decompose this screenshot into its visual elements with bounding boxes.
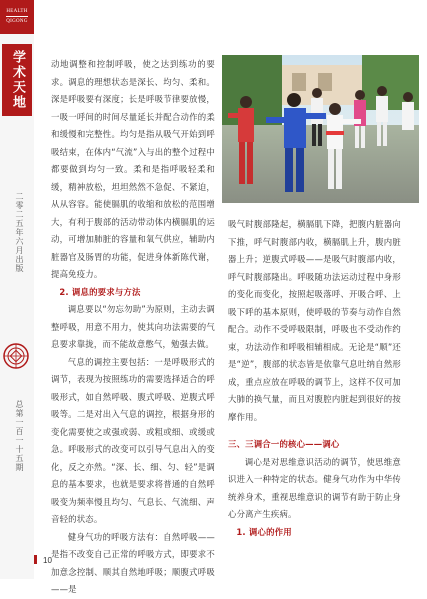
column-title: 学术天地 xyxy=(2,44,32,116)
issue-number: 总第一百一十五期 xyxy=(15,400,24,472)
footer-accent-bar xyxy=(34,555,37,564)
paragraph: 吸气时腹部隆起，横膈肌下降，把腹内脏器向下推，呼气时腹部内收，横膈肌上升，腹内脏器上升；逆腹式呼吸——是吸气时腹部内收，呼气时腹部隆出。呼吸随功法运动过程中身形的变化而变化，按照起吸落呼、开吸合呼、上吸下呼的基本原则，使呼吸的节奏与动作自然配合。动作不受呼吸限制，呼吸也不受动作约束，功法动作和呼吸相辅相成。无论是“顺”还是“逆”，腹部的状态皆是依靠气息吐纳自然形成，重点应放在呼吸的调节上，这样不仅可加大肺的换气量，而且对腹腔内脏起到很好的按摩作用。 xyxy=(228,219,401,422)
magazine-logo xyxy=(0,0,34,34)
brand-en-line2: QIGONG xyxy=(6,19,28,24)
knot-emblem-icon xyxy=(3,343,29,369)
paragraph: 调息要以“勿忘勿助”为原则，主动去调整呼吸，用意不用力，使其向功法需要的气息要求靠拢，而不能故意憋气，勉强去做。 xyxy=(51,304,215,349)
issue-date: 二零二五年六月出版 xyxy=(15,192,24,273)
paragraph: 调心是对思维意识活动的调节，使思维意识进入一种特定的状态。健身气功作为中华传统养身术，重视思维意识的调节有助于防止身心分离产生疾病。 xyxy=(228,456,401,519)
section-subheading: 1. 调心的作用 xyxy=(236,526,292,537)
brand-en-line1: HEALTH xyxy=(6,9,28,14)
sidebar xyxy=(0,0,34,579)
paragraph: 气息的调控主要包括：一是呼吸形式的调节，表现为按照练功的需要选择适合的呼吸形式，如自然呼吸、腹式呼吸、逆腹式呼吸等。二是对出入气息的调控，根据身形的变化需要使之或强或弱、或粗或细、或缓或急。呼吸形式的改变可以引导气息出入的变化，反之亦然。“深、长、细、匀、轻”是调息的基本要求，也就是要求将普通的自然呼吸变为频率慢且均匀、气息长、气流细、声音轻的状态。 xyxy=(51,356,215,524)
page-number: 10 xyxy=(43,556,52,565)
text-column-right xyxy=(228,216,401,541)
paragraph: 健身气功的呼吸方法有：自然呼吸——是指不改变自己正常的呼吸方式，即要求不加意念控制、顺其自然地呼吸；顺腹式呼吸——是 xyxy=(51,531,215,594)
photo-icon xyxy=(222,55,419,203)
section-heading: 三、三调合一的核心——调心 xyxy=(228,439,340,449)
text-column-left xyxy=(51,56,215,599)
logo-divider xyxy=(6,16,28,17)
page-footer xyxy=(34,555,52,565)
article-photo xyxy=(222,55,419,203)
paragraph: 动地调整和控制呼吸，使之达到练功的要求。调息的理想状态是深长、均匀、柔和。深是呼吸要有深度；长是呼吸节律要放慢，一吸一呼间的时间尽量延长并配合动作的柔和缓慢和完整性。均匀是指从吸气开始到呼吸结束，在体内“气流”入与出的整个过程中都要做到均匀一致。柔和是指呼吸轻柔和缓，精神放松，坦坦然然不急促、不紧迫，从从容容。能使膈肌的收缩和放松的范围增大，有利于腹部的活动带动体内横膈肌的运动，可增加肺脏的容量和氧气供应，辅助内脏器官及肠胃的功能，促进身体新陈代谢，提高免疫力。 xyxy=(51,59,215,279)
section-subheading: 2. 调息的要求与方法 xyxy=(59,286,141,297)
